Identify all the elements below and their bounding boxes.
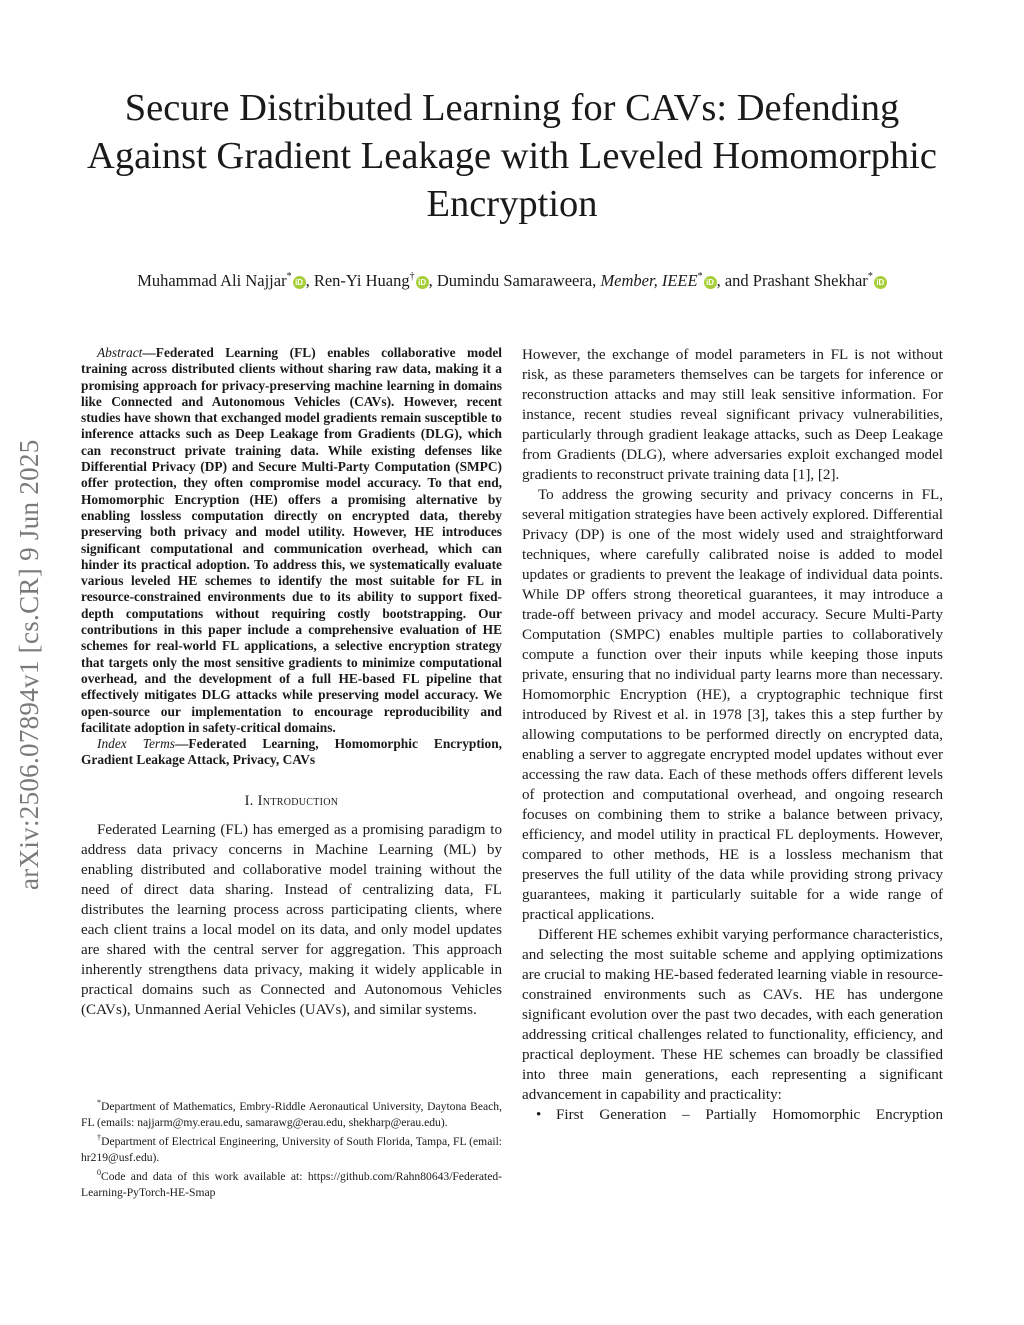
- affiliation-mark: *: [286, 271, 292, 282]
- footnote-text: Code and data of this work available at: https://github.com/Rahn80643/Federated-Learning-PyTorch-HE-Smap: [81, 1170, 502, 1199]
- author-list: Muhammad Ali Najjar*iD , Ren-Yi Huang†iD , Dumindu Samaraweera, Member, IEEE*iD , and Prashant Shekhar*iD: [60, 266, 964, 292]
- orcid-icon[interactable]: iD: [874, 276, 887, 289]
- footnote-3: [81, 1165, 502, 1200]
- body-paragraph: However, the exchange of model parameters in FL is not without risk, as these parameters themselves can be targets for inference or reconstruction attacks and may still leak sensitive information. For instance, recent studies reveal significant privacy vulnerabilities, particularly through gradient leakage attacks, such as Deep Leakage from Gradients (DLG), where adversaries exploit exchanged model gradients to reconstruct private training data [1], [2].: [522, 347, 943, 483]
- left-column: [81, 345, 502, 1020]
- right-column: [522, 345, 943, 1125]
- affiliation-mark: *: [697, 271, 703, 282]
- section-heading: [81, 793, 502, 810]
- index-terms-label: Index Terms: [97, 736, 176, 752]
- author-role: Member, IEEE: [600, 271, 698, 290]
- section-title: Introduction: [257, 792, 339, 809]
- footnote-text: Department of Electrical Engineering, University of South Florida, Tampa, FL (email: hr219@usf.edu).: [81, 1135, 503, 1164]
- index-terms-text: —Federated Learning, Homomorphic Encryption, Gradient Leakage Attack, Privacy, CAVs: [81, 736, 503, 768]
- conjunction: and: [724, 271, 749, 290]
- section-number: I.: [244, 792, 254, 809]
- footnotes: [81, 1095, 502, 1200]
- author-name: Muhammad Ali Najjar: [137, 271, 287, 290]
- index-terms: [81, 736, 502, 769]
- footnote-1: [81, 1095, 502, 1130]
- author-name: Ren-Yi Huang: [313, 271, 410, 290]
- author-name: Prashant Shekhar: [752, 271, 868, 290]
- bullet-icon: •: [536, 1107, 542, 1123]
- footnote-text: Department of Mathematics, Embry-Riddle Aeronautical University, Daytona Beach, FL (emails: najjarm@my.erau.edu, samarawg@erau.edu, shekharp@erau.edu).: [81, 1100, 502, 1129]
- author-name: Dumindu Samaraweera,: [436, 271, 597, 290]
- footnote-mark: †: [97, 1133, 102, 1142]
- paper-title: Secure Distributed Learning for CAVs: Defending Against Gradient Leakage with Leveled Homomorphic Encryption: [87, 87, 937, 225]
- list-item: [522, 1105, 943, 1125]
- footnote-mark: 0: [97, 1168, 101, 1177]
- affiliation-mark: †: [409, 271, 415, 282]
- footnote-2: [81, 1130, 502, 1165]
- abstract-label: Abstract: [97, 345, 143, 360]
- orcid-icon[interactable]: iD: [704, 276, 717, 289]
- abstract-text: —Federated Learning (FL) enables collaborative model training across distributed clients without sharing raw data, making it a promising approach for privacy-preserving machine learning in domains like Connected and Autonomous Vehicles (CAVs). However, recent studies have shown that exchanged model gradients remain susceptible to inference attacks such as Deep Leakage from Gradients (DLG), which can reconstruct private training data. While existing defenses like Differential Privacy (DP) and Secure Multi-Party Computation (SMPC) offer protection, they often compromise model accuracy. To that end, Homomorphic Encryption (HE) offers a promising alternative by enabling lossless computation directly on encrypted data, thereby preserving both privacy and model utility. However, HE introduces significant computational and communication overhead, which can hinder its practical adoption. To address this, we systematically evaluate various leveled HE schemes to identify the most suitable for FL in resource-constrained environments due to its ability to support fixed-depth computations without requiring costly bootstrapping. Our contributions in this paper include a comprehensive evaluation of HE schemes for real-world FL applications, a selective encryption strategy that targets only the most sensitive gradients to minimize computational overhead, and the development of a full HE-based FL pipeline that effectively mitigates DLG attacks while preserving model accuracy. We open-source our implementation to encourage reproducibility and facilitate adoption in safety-critical domains.: [81, 345, 502, 735]
- body-paragraph: Different HE schemes exhibit varying performance characteristics, and selecting the most suitable scheme and applying optimizations are crucial to making HE-based federated learning viable in resource-constrained environments such as CAVs. HE has undergone significant evolution over the past two decades, with each generation addressing critical challenges related to functionality, efficiency, and practical deployment. These HE schemes can broadly be classified into three main generations, each representing a significant advancement in capability and practicality:: [522, 927, 943, 1103]
- list-item-text: First Generation – Partially Homomorphic Encryption: [556, 1107, 943, 1123]
- orcid-icon[interactable]: iD: [416, 276, 429, 289]
- arxiv-identifier: arXiv:2506.07894v1 [cs.CR] 9 Jun 2025: [14, 439, 44, 891]
- footnote-mark: *: [97, 1098, 101, 1107]
- body-paragraph: To address the growing security and privacy concerns in FL, several mitigation strategies have been actively explored. Differential Privacy (DP) is one of the most widely used and straightforward techniques, where carefully calibrated noise is added to model updates or gradients to prevent the leakage of individual data points. While DP offers strong theoretical guarantees, it may introduce a trade-off between privacy and model accuracy. Secure Multi-Party Computation (SMPC) enables multiple parties to collaboratively compute a function over their inputs while keeping those inputs private, ensuring that no individual party learns more than necessary. Homomorphic Encryption (HE), a cryptographic technique first introduced by Rivest et al. in 1978 [3], takes this a step further by allowing computations to be performed directly on encrypted data, enabling a server to aggregate encrypted model updates without ever accessing the raw data. Each of these methods offers different levels of protection and computational overhead, and ongoing research focuses on combining them to strike a balance between privacy, efficiency, and model utility in practical FL deployments. However, compared to other methods, HE is a lossless mechanism that preserves the full utility of the data while providing strong privacy guarantees, making it particularly suitable for a wide range of practical applications.: [522, 487, 943, 923]
- intro-paragraph: Federated Learning (FL) has emerged as a promising paradigm to address data privacy concerns in Machine Learning (ML) by enabling distributed and collaborative model training without the need of direct data sharing. Instead of centralizing data, FL distributes the learning process across participating clients, where each client trains a local model on its data, and only model updates are shared with the central server for aggregation. This approach inherently strengthens data privacy, making it widely applicable in practical domains such as Connected and Autonomous Vehicles (CAVs), Unmanned Aerial Vehicles (UAVs), and similar systems.: [81, 821, 502, 1018]
- abstract: [81, 345, 502, 736]
- affiliation-mark: *: [867, 271, 873, 282]
- orcid-icon[interactable]: iD: [293, 276, 306, 289]
